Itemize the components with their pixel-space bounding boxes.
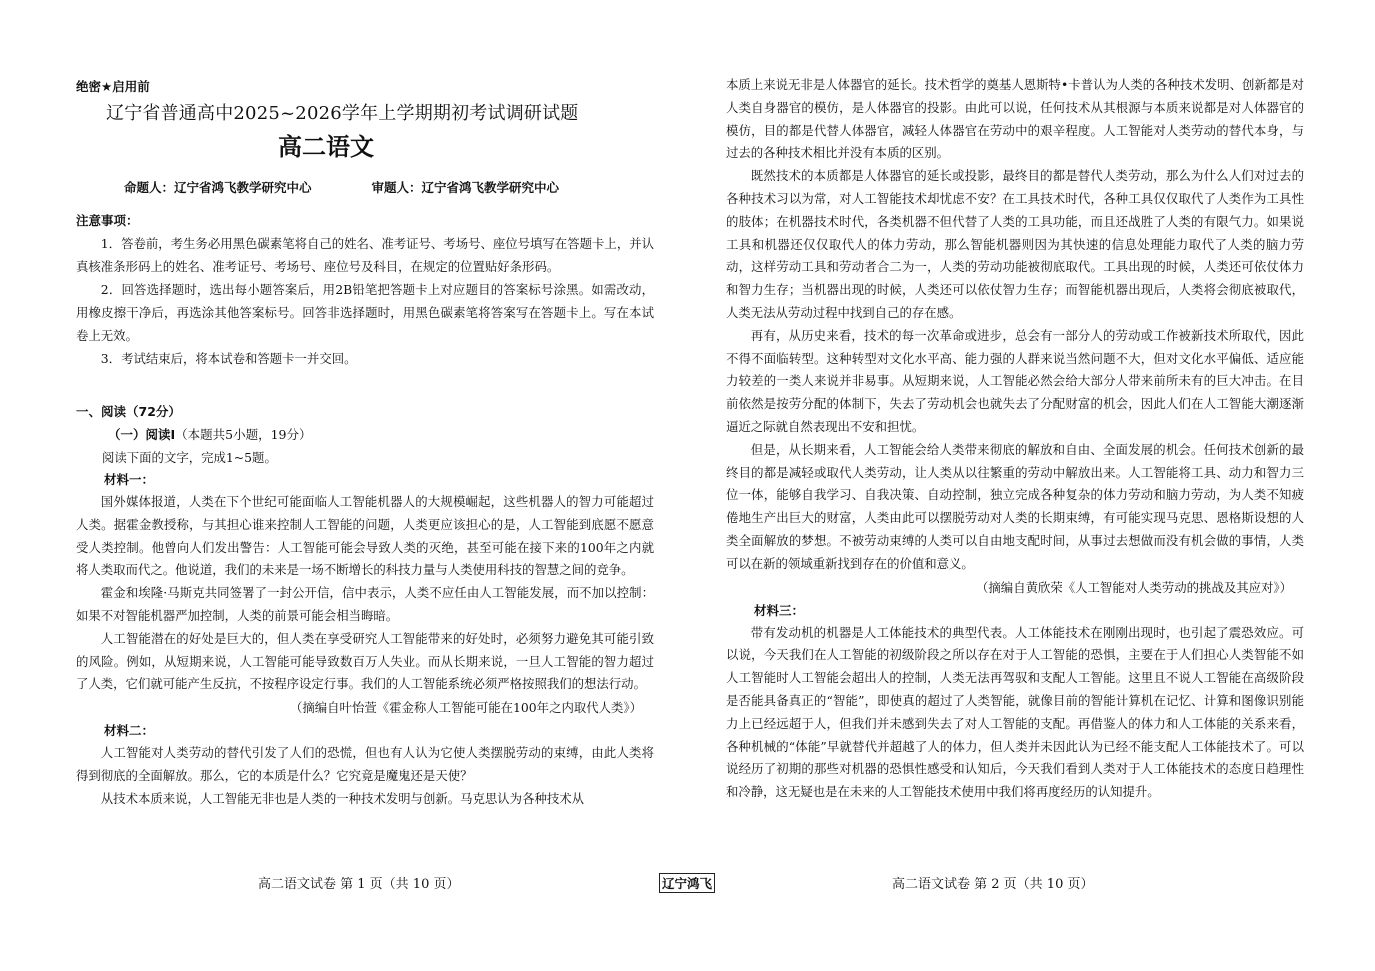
- reading-instruction: 阅读下面的文字，完成1~5题。: [102, 450, 277, 465]
- material1-paragraph: 国外媒体报道，人类在下个世纪可能面临人工智能机器人的大规模崛起，这些机器人的智力可能超过人类。据霍金教授称，与其担心谁来控制人工智能的问题，人类更应该担心的是，人工智能到底愿不愿意受人类控制。他曾向人们发出警告：人工智能可能会导致人类的灭绝，甚至可能在接下来的100年之内就将人类取而代之。他说道，我们的未来是一场不断增长的科技力量与人类使用科技的智慧之间的竞争。: [76, 494, 654, 578]
- right-body: [726, 74, 1304, 804]
- sub-section-note: （本题共5小题，19分）: [175, 427, 312, 442]
- notice-list: [76, 232, 654, 370]
- secret-label: 绝密★启用前: [76, 79, 150, 94]
- material2-paragraph-continued: 本质上来说无非是人体器官的延长。技术哲学的奠基人恩斯特•卡普认为人类的各种技术发明、创新都是对人类自身器官的模仿，是人体器官的投影。由此可以说，任何技术从其根源与本质来说都是对人体器官的模仿，目的都是代替人体器官，减轻人体器官在劳动中的艰辛程度。人工智能对人类劳动的替代本身，与过去的各种技术相比并没有本质的区别。: [726, 77, 1304, 161]
- notice-item: 3．考试结束后，将本试卷和答题卡一并交回。: [100, 351, 357, 366]
- notice-item: 1．答卷前，考生务必用黑色碳素笔将自己的姓名、准考证号、考场号、座位号填写在答题卡上，并认真核准条形码上的姓名、准考证号、考场号、座位号及科目，在规定的位置贴好条形码。: [76, 236, 654, 274]
- material2-paragraph: 既然技术的本质都是人体器官的延长或投影，最终目的都是替代人类劳动，那么为什么人们对过去的各种技术习以为常，对人工智能技术却忧虑不安？在工具技术时代，各种工具仅仅取代了人类作为工具性的肢体；在机器技术时代，各类机器不但代替了人类的工具功能，而且还战胜了人类的有限气力。如果说工具和机器还仅仅取代人的体力劳动，那么智能机器则因为其快速的信息处理能力取代了人类的脑力劳动，这样劳动工具和劳动者合二为一，人类的劳动功能被彻底取代。工具出现的时候，人类还可依仗体力和智力生存；当机器出现的时候，人类还可以依仗智力生存；而智能机器出现后，人类将会彻底被取代，人类无法从劳动过程中找到自己的存在感。: [726, 168, 1304, 320]
- material2-source: （摘编自黄欣荣《人工智能对人类劳动的挑战及其应对》）: [976, 579, 1292, 595]
- page-footer-right: 高二语文试卷 第 2 页（共 10 页）: [892, 877, 1094, 892]
- reviewer: 审题人：辽宁省鸿飞教学研究中心: [371, 180, 560, 195]
- setter: 命题人：辽宁省鸿飞教学研究中心: [124, 180, 312, 195]
- material2-paragraph: 再有，从历史来看，技术的每一次革命或进步，总会有一部分人的劳动或工作被新技术所取代，因此不得不面临转型。这种转型对文化水平高、能力强的人群来说当然问题不大，但对文化水平偏低、适应能力较差的一类人来说并非易事。从短期来说，人工智能必然会给大部分人带来前所未有的巨大冲击。在目前依然是按劳分配的体制下，失去了劳动机会也就失去了分配财富的机会，因此人们在人工智能大潮逐渐逼近之际就自然表现出不安和担忧。: [726, 327, 1304, 434]
- material1-paragraph: 霍金和埃隆·马斯克共同签署了一封公开信，信中表示，人类不应任由人工智能发展，而不加以控制：如果不对智能机器严加控制，人类的前景可能会相当晦暗。: [76, 585, 654, 623]
- material2-paragraph: 从技术本质来说，人工智能无非也是人类的一种技术发明与创新。马克思认为各种技术从: [100, 790, 585, 806]
- sub-section-title: [108, 425, 312, 443]
- material2-paragraph: 但是，从长期来看，人工智能会给人类带来彻底的解放和自由、全面发展的机会。任何技术创新的最终目的都是减轻或取代人类劳动，让人类从以往繁重的劳动中解放出来。人工智能将工具、动力和智力三位一体，能够自我学习、自我决策、自动控制，独立完成各种复杂的体力劳动和脑力劳动，为人类不知疲倦地生产出巨大的财富，人类由此可以摆脱劳动对人类的长期束缚，有可能实现马克思、恩格斯设想的人类全面解放的梦想。不被劳动束缚的人类可以自由地支配时间，从事过去想做而没有机会做的事情，人类可以在新的领域重新找到存在的价值和意义。: [726, 441, 1304, 571]
- material1-heading: 材料一：: [104, 472, 155, 487]
- publisher-stamp: 辽宁鸿飞: [659, 873, 715, 893]
- notice-item: 2．回答选择题时，选出每小题答案后，用2B铅笔把答题卡上对应题目的答案标号涂黑。如需改动，用橡皮擦干净后，再选涂其他答案标号。回答非选择题时，用黑色碳素笔将答案写在答题卡上。写在本试卷上无效。: [76, 282, 654, 343]
- sub-section-label: （一）阅读Ⅰ: [108, 427, 176, 442]
- material2-heading: 材料二：: [104, 723, 155, 739]
- material1-source: （摘编自叶怡萱《霍金称人工智能可能在100年之内取代人类》）: [290, 700, 642, 716]
- subject-title: 高二语文: [278, 132, 374, 161]
- authors-line: [124, 178, 559, 196]
- page-footer-left: 高二语文试卷 第 1 页（共 10 页）: [258, 877, 460, 892]
- material2-paragraph: 人工智能对人类劳动的替代引发了人们的恐慌，但也有人认为它使人类摆脱劳动的束缚，由此人类将得到彻底的全面解放。那么，它的本质是什么？它究竟是魔鬼还是天使？: [76, 745, 654, 783]
- left-body: [76, 468, 654, 811]
- material3-heading: 材料三：: [754, 602, 805, 618]
- exam-title: 辽宁省普通高中2025~2026学年上学期期初考试调研试题: [106, 103, 579, 124]
- notice-heading: 注意事项：: [76, 213, 139, 228]
- material3-paragraph: 带有发动机的机器是人工体能技术的典型代表。人工体能技术在刚刚出现时，也引起了震恐效应。可以说，今天我们在人工智能的初级阶段之所以存在对于人工智能的恐惧，主要在于人们担心人类智能不如人工智能时人工智能会超出人的控制，人类无法再驾驭和支配人工智能。这里且不说人工智能在高级阶段是否能具备真正的“智能”，即使真的超过了人类智能，就像目前的智能计算机在记忆、计算和图像识别能力上已经远超于人，但我们并未感到失去了对人工智能的支配。再借鉴人的体力和人工体能的关系来看，各种机械的“体能”早就替代并超越了人的体力，但人类并未因此认为已经不能支配人工体能技术了。可以说经历了初期的那些对机器的恐惧性感受和认知后，今天我们看到人类对于人工体能技术的态度日趋理性和冷静，这无疑也是在未来的人工智能技术使用中我们将再度经历的认知提升。: [726, 624, 1304, 800]
- material1-paragraph: 人工智能潜在的好处是巨大的，但人类在享受研究人工智能带来的好处时，必须努力避免其可能引致的风险。例如，从短期来说，人工智能可能导致数百万人失业。而从长期来说，一旦人工智能的智力超过了人类，它们就可能产生反抗，不按程序设定行事。我们的人工智能系统必须严格按照我们的想法行动。: [76, 630, 654, 692]
- section-title: 一、阅读（72分）: [76, 404, 181, 419]
